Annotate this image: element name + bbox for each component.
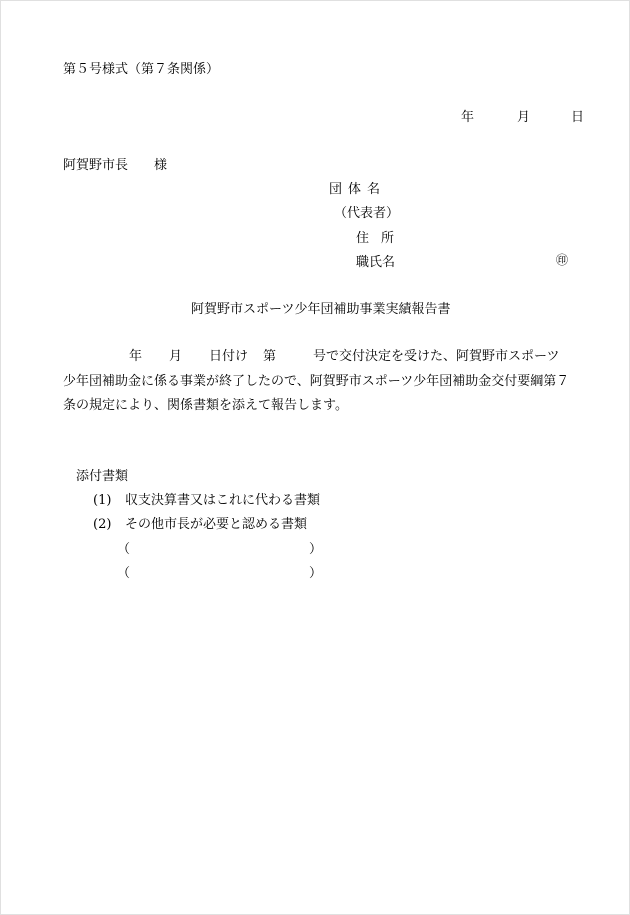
attachment-item [93,494,320,507]
applicant-name-label: 職氏名 [356,255,396,270]
attachment-text: その他市長が必要と認める書類 [125,517,308,532]
paren-open: （ [117,566,131,581]
attachment-text: 収支決算書又はこれに代わる書類 [125,493,321,508]
paren-open: （ [117,542,131,557]
applicant-address-label: 住所 [356,231,407,246]
attachment-item [93,518,307,531]
body-line-1 [63,350,583,364]
document-title: 阿賀野市スポーツ少年団補助事業実績報告書 [191,302,451,317]
applicant-org-label: 団体名 [329,182,387,197]
date-day-label: 日 [571,110,585,125]
body-line-2: 少年団補助金に係る事業が終了したので、阿賀野市スポーツ少年団補助金交付要綱第７ [63,374,570,389]
attachment-number: (1) [93,493,112,508]
form-number: 第５号様式（第７条関係） [63,62,220,77]
body-number-prefix: 第 [263,349,277,364]
body-year-label: 年 [129,349,143,364]
recipient: 阿賀野市長 様 [63,158,168,173]
attachments-title: 添付書類 [76,469,129,484]
paren-close: ） [309,542,323,557]
body-date-suffix: 日付け [209,349,249,364]
applicant-rep-label: （代表者） [334,206,400,221]
body-month-label: 月 [169,349,183,364]
paren-close: ） [309,566,323,581]
date-month-label: 月 [517,110,531,125]
blank-entry-line [117,566,323,581]
blank-entry-line [117,542,323,557]
seal-icon: ㊞ [556,253,569,267]
date-year-label: 年 [461,110,475,125]
attachment-number: (2) [93,517,112,532]
body-line-1-text: 号で交付決定を受けた、阿賀野市スポーツ [313,349,560,364]
body-line-3: 条の規定により、関係書類を添えて報告します。 [63,398,348,413]
